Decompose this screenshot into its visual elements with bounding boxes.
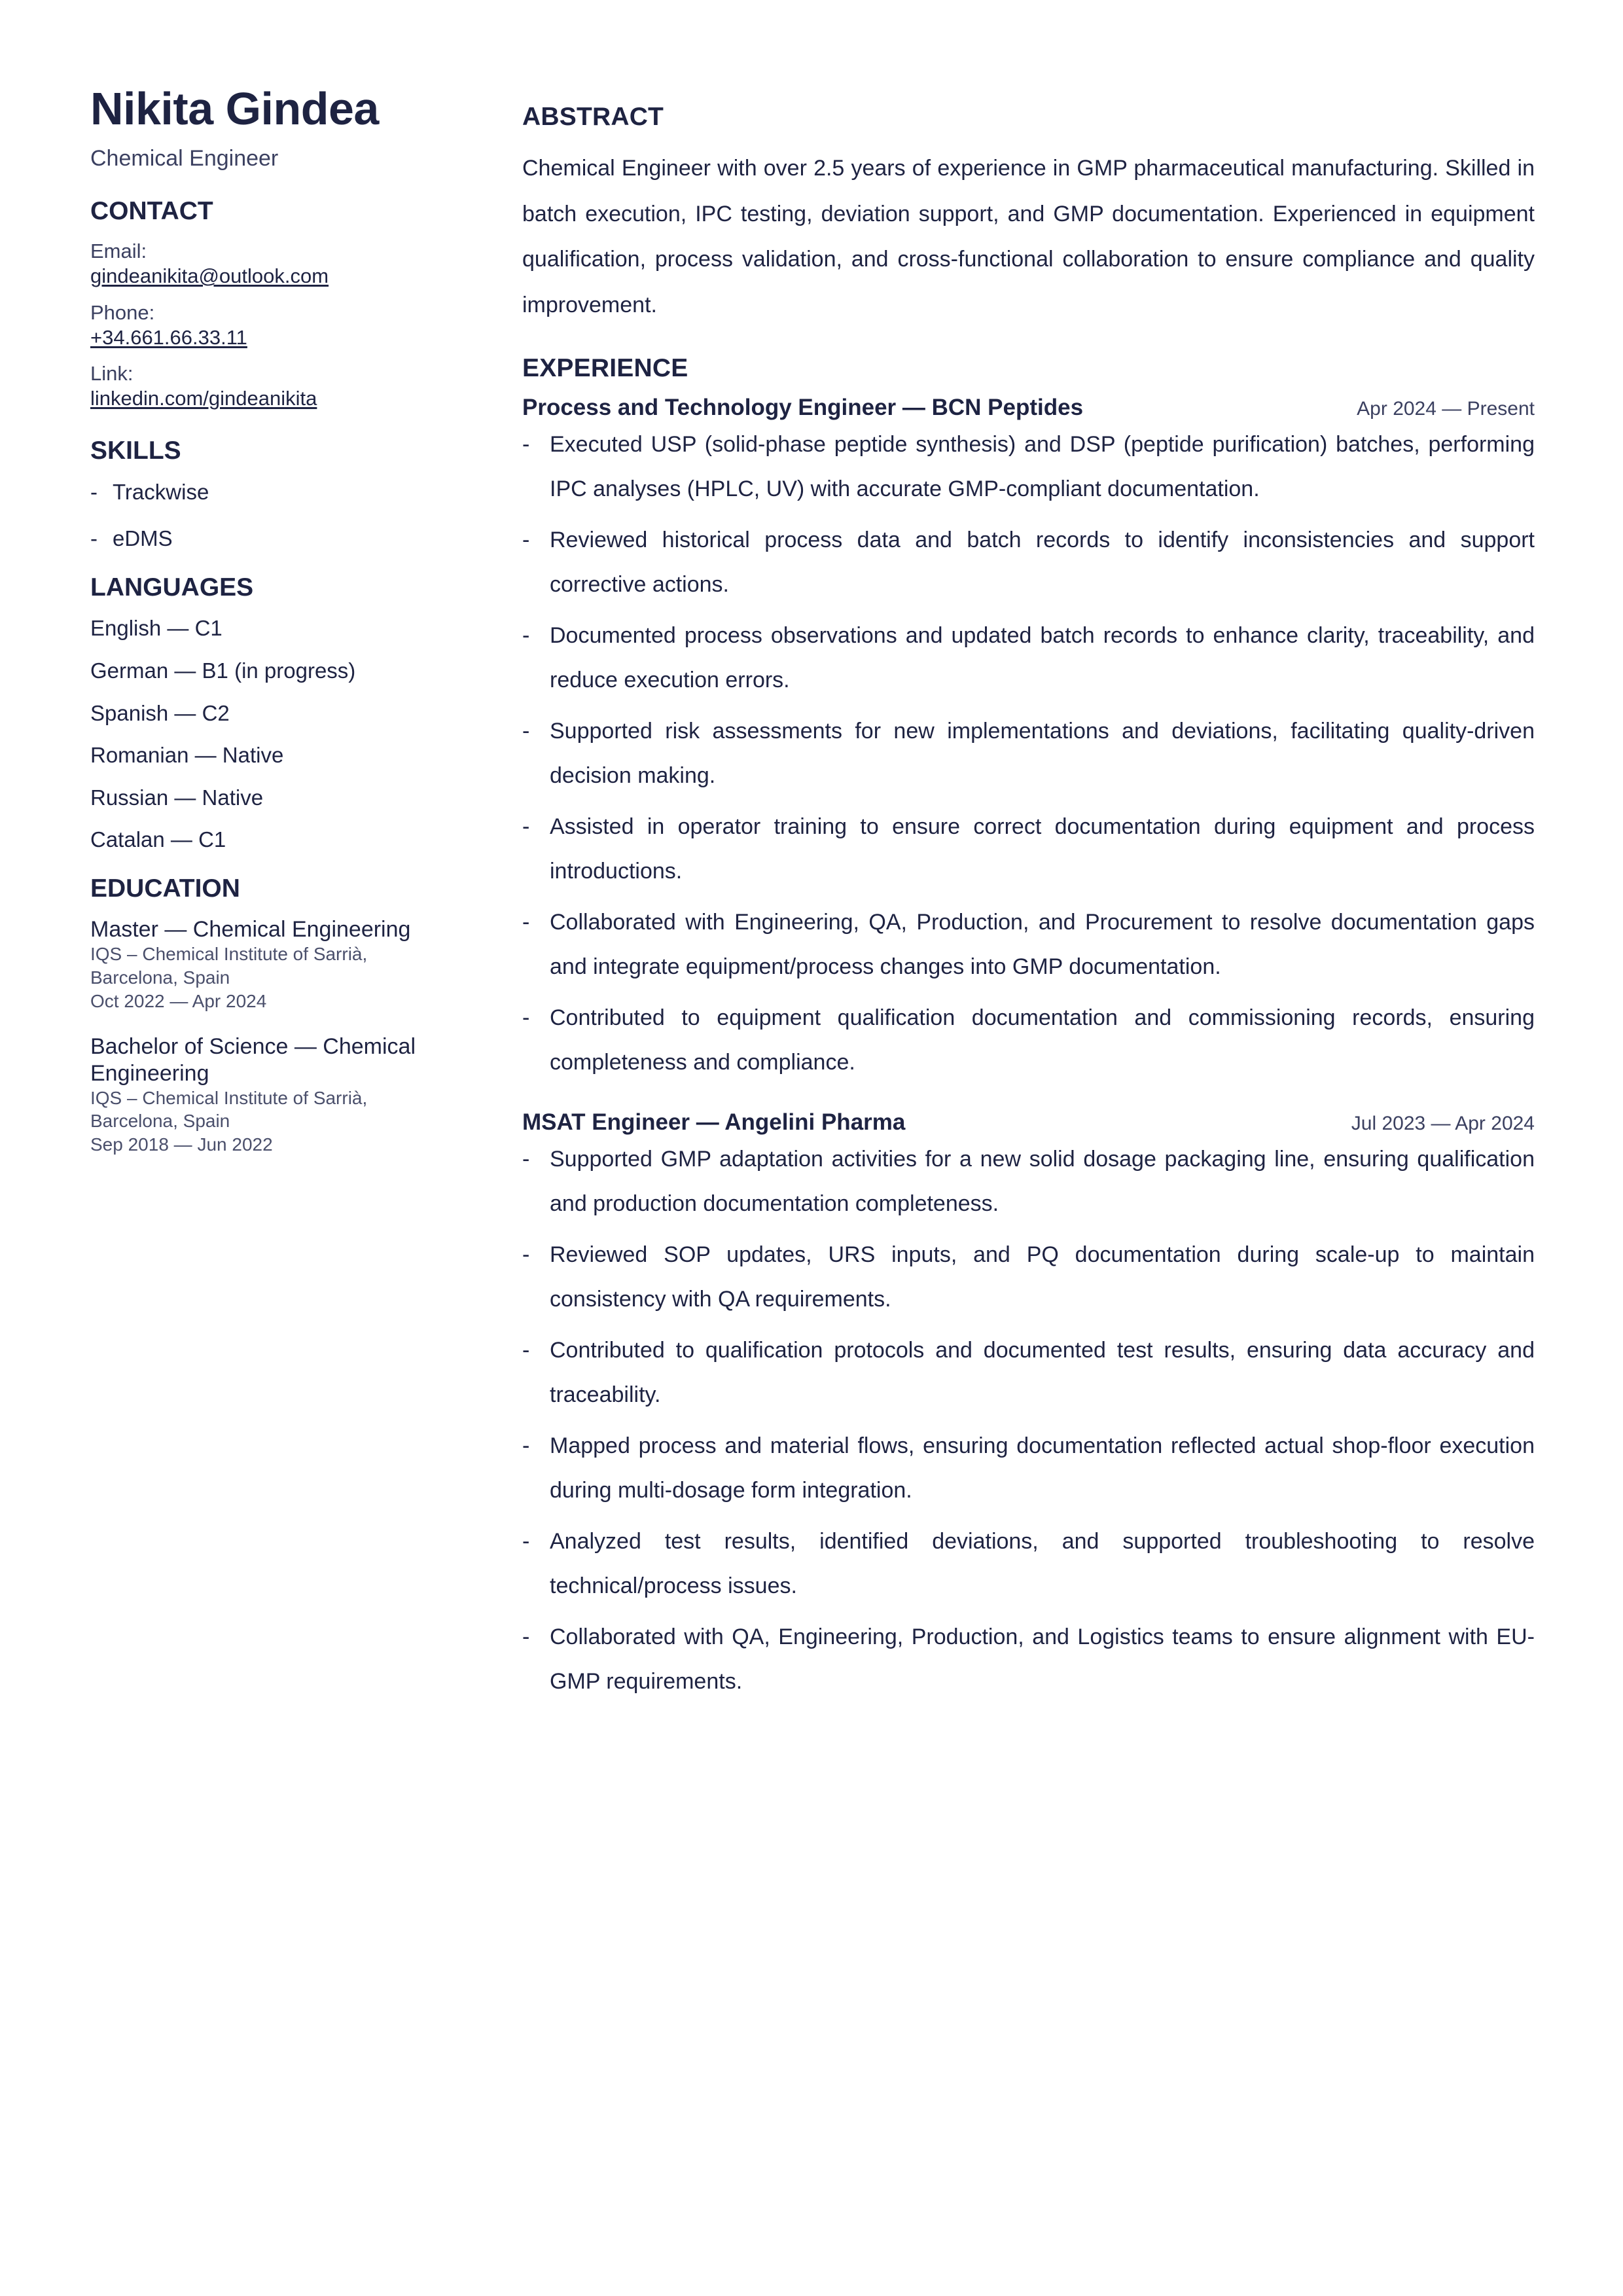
language-item: Romanian — Native xyxy=(90,743,284,768)
experience-bullet xyxy=(522,1519,1535,1608)
experience-bullet xyxy=(522,1615,1535,1704)
education-degree: Bachelor of Science — Chemical Engineering xyxy=(90,1034,416,1086)
section-heading-experience: EXPERIENCE xyxy=(522,353,688,382)
experience-dates: Apr 2024 — Present xyxy=(1357,397,1535,420)
experience-bullet-text: Supported GMP adaptation activities for a new solid dosage packaging line, ensuring qualification and production documentation completeness. xyxy=(550,1147,1535,1217)
experience-header xyxy=(522,395,1535,421)
contact-item-phone xyxy=(90,300,483,350)
phone-link[interactable]: +34.661.66.33.11 xyxy=(90,325,247,349)
experience-bullet-text: Assisted in operator training to ensure correct documentation during equipment and process introductions. xyxy=(550,814,1535,884)
bullet-dash-icon: - xyxy=(522,527,530,552)
experience-bullet-text: Supported risk assessments for new implementations and deviations, facilitating quality-driven decision making. xyxy=(550,718,1535,788)
experience-bullet-text: Contributed to qualification protocols and documented test results, ensuring data accuracy and traceability. xyxy=(550,1338,1535,1408)
skill-item xyxy=(90,525,483,552)
experience-header xyxy=(522,1109,1535,1136)
experience-role: MSAT Engineer — Angelini Pharma xyxy=(522,1109,906,1135)
experience-bullet-text: Documented process observations and updated batch records to enhance clarity, traceability, and reduce execution errors. xyxy=(550,622,1535,692)
bullet-dash-icon: - xyxy=(522,1529,530,1554)
bullet-dash-icon: - xyxy=(522,622,530,648)
experience-bullet-text: Collaborated with QA, Engineering, Production, and Logistics teams to ensure alignment with EU-GMP requirements. xyxy=(550,1624,1535,1695)
experience-bullet xyxy=(522,900,1535,989)
experience-bullet xyxy=(522,1137,1535,1226)
sidebar xyxy=(90,85,522,1177)
experience-bullet xyxy=(522,518,1535,607)
bullet-dash-icon: - xyxy=(522,718,530,744)
section-heading-abstract: ABSTRACT xyxy=(522,103,664,131)
contact-item-email xyxy=(90,239,483,289)
experience-bullet xyxy=(522,422,1535,511)
skill-item xyxy=(90,478,483,505)
abstract-text: Chemical Engineer with over 2.5 years of experience in GMP pharmaceutical manufacturing. Skilled in batch execution, IPC testing, deviation support, and GMP documentation. Experienced in equipment qualification, process validation, and cross-functional collaboration to ensure compliance and quality improvement. xyxy=(522,155,1535,317)
person-subtitle: Chemical Engineer xyxy=(90,145,279,171)
education-institution: IQS – Chemical Institute of Sarrià, xyxy=(90,943,368,964)
bullet-dash-icon: - xyxy=(522,1147,530,1172)
experience-entry xyxy=(522,1109,1535,1704)
experience-bullet-list xyxy=(522,1137,1535,1704)
bullet-dash-icon: - xyxy=(522,1624,530,1650)
experience-bullet-text: Contributed to equipment qualification documentation and commissioning records, ensuring completeness and compliance. xyxy=(550,1005,1535,1075)
experience-bullet-text: Collaborated with Engineering, QA, Production, and Procurement to resolve documentation gaps and integrate equipment/process changes into GMP documentation. xyxy=(550,909,1535,979)
section-heading-languages: LANGUAGES xyxy=(90,573,254,602)
education-degree: Master — Chemical Engineering xyxy=(90,916,411,942)
experience-bullet-text: Mapped process and material flows, ensuring documentation reflected actual shop-floor execution during multi-dosage form integration. xyxy=(550,1433,1535,1503)
section-heading-skills: SKILLS xyxy=(90,437,181,465)
contact-item-link xyxy=(90,361,483,411)
experience-bullet-text: Reviewed SOP updates, URS inputs, and PQ documentation during scale-up to maintain consistency with QA requirements. xyxy=(550,1242,1535,1312)
language-item: German — B1 (in progress) xyxy=(90,658,356,683)
page-title: Nikita Gindea xyxy=(90,83,379,134)
education-dates: Sep 2018 — Jun 2022 xyxy=(90,1134,273,1155)
skill-label: eDMS xyxy=(113,526,173,551)
experience-dates: Jul 2023 — Apr 2024 xyxy=(1351,1112,1535,1134)
experience-bullet xyxy=(522,1328,1535,1417)
language-item: Russian — Native xyxy=(90,785,264,810)
experience-bullet xyxy=(522,804,1535,893)
bullet-dash-icon: - xyxy=(522,1433,530,1459)
language-item: English — C1 xyxy=(90,616,223,641)
experience-bullet-text: Analyzed test results, identified deviations, and supported troubleshooting to resolve technical/process issues. xyxy=(550,1529,1535,1599)
bullet-dash-icon: - xyxy=(522,431,530,457)
bullet-dash-icon: - xyxy=(522,1338,530,1363)
education-location: Barcelona, Spain xyxy=(90,1111,230,1132)
education-dates: Oct 2022 — Apr 2024 xyxy=(90,990,267,1011)
experience-bullet xyxy=(522,709,1535,798)
linkedin-link[interactable]: linkedin.com/gindeanikita xyxy=(90,387,317,410)
education-entry xyxy=(90,916,483,1013)
education-entry xyxy=(90,1033,483,1157)
bullet-dash-icon: - xyxy=(522,1005,530,1030)
experience-bullet xyxy=(522,996,1535,1085)
contact-label-phone: Phone: xyxy=(90,300,155,324)
email-link[interactable]: gindeanikita@outlook.com xyxy=(90,264,329,287)
section-heading-education: EDUCATION xyxy=(90,874,240,903)
language-item: Catalan — C1 xyxy=(90,827,226,852)
experience-entry xyxy=(522,395,1535,1085)
experience-bullet-text: Executed USP (solid-phase peptide synthesis) and DSP (peptide purification) batches, performing IPC analyses (HPLC, UV) with accurate GMP-compliant documentation. xyxy=(550,431,1535,501)
skill-label: Trackwise xyxy=(113,479,209,504)
bullet-dash-icon: - xyxy=(90,526,98,551)
education-location: Barcelona, Spain xyxy=(90,967,230,988)
section-heading-contact: CONTACT xyxy=(90,197,213,226)
experience-bullet xyxy=(522,1424,1535,1513)
language-item: Spanish — C2 xyxy=(90,700,230,725)
main-content xyxy=(522,85,1535,1710)
experience-role: Process and Technology Engineer — BCN Peptides xyxy=(522,394,1084,420)
experience-bullet-list xyxy=(522,422,1535,1085)
contact-label-link: Link: xyxy=(90,362,134,386)
education-institution: IQS – Chemical Institute of Sarrià, xyxy=(90,1087,368,1108)
bullet-dash-icon: - xyxy=(522,909,530,935)
experience-bullet xyxy=(522,613,1535,702)
contact-label-email: Email: xyxy=(90,240,147,263)
experience-bullet xyxy=(522,1232,1535,1321)
experience-bullet-text: Reviewed historical process data and batch records to identify inconsistencies and support corrective actions. xyxy=(550,527,1535,597)
bullet-dash-icon: - xyxy=(522,1242,530,1268)
bullet-dash-icon: - xyxy=(90,479,98,504)
bullet-dash-icon: - xyxy=(522,814,530,839)
